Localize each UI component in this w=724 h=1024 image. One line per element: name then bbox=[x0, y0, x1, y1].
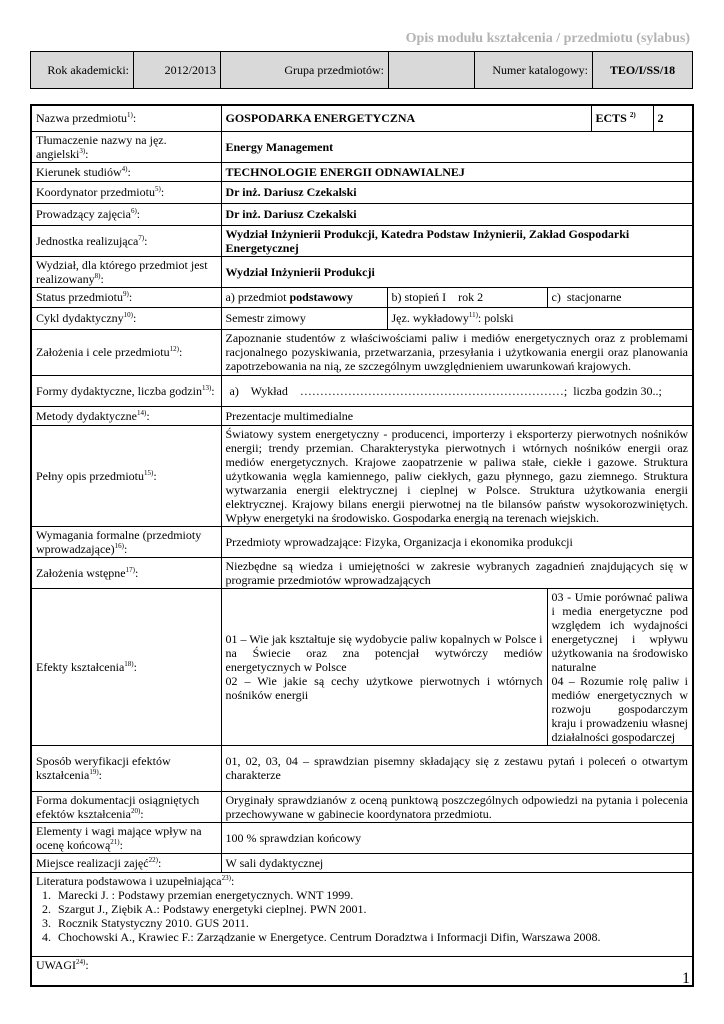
location-label: Miejsce realizacji zajęć$^{22)}$: bbox=[31, 853, 221, 872]
field-label: Kierunek studiów$^{4)}$: bbox=[31, 162, 221, 181]
catalog-number-value: TEO/I/SS/18 bbox=[593, 52, 693, 89]
location-value: W sali dydaktycznej bbox=[221, 853, 693, 872]
row-forms bbox=[31, 375, 693, 406]
status-mode: c) stacjonarne bbox=[547, 287, 693, 307]
forms-value: a) Wykład …………………………………………………………; liczba godzin 30..; bbox=[221, 375, 693, 406]
requirements-label: Wymagania formalne (przedmioty wprowadzające)$^{16)}$: bbox=[31, 526, 221, 557]
status-type: a) przedmiot podstawowy bbox=[221, 287, 387, 307]
documentation-label: Forma dokumentacji osiągniętych efektów kształcenia$^{20)}$: bbox=[31, 791, 221, 822]
academic-year-value: 2012/2013 bbox=[134, 52, 221, 89]
cycle-label: Cykl dydaktyczny$^{10)}$: bbox=[31, 307, 221, 329]
literature-item: 1. Marecki J. : Podstawy przemian energetycznych. WNT 1999. bbox=[54, 888, 688, 902]
row-full-description bbox=[31, 425, 693, 526]
row-cycle bbox=[31, 307, 693, 329]
verification-label: Sposób weryfikacji efektów kształcenia$^{19)}$: bbox=[31, 745, 221, 791]
literature-label: Literatura podstawowa i uzupełniająca$^{23)}$: bbox=[36, 873, 235, 888]
prerequisites-value: Niezbędne są wiedza i umiejętności w zakresie wybranych zagadnień znajdujących się w programie przedmiotów wprowadzających bbox=[221, 557, 693, 588]
verification-value: 01, 02, 03, 04 – sprawdzian pisemny składający się z zestawu pytań i poleceń o otwartym charakterze bbox=[221, 745, 693, 791]
translation-value: Energy Management bbox=[221, 131, 693, 162]
row-prerequisites bbox=[31, 557, 693, 588]
status-label: Status przedmiotu$^{9)}$: bbox=[31, 287, 221, 307]
course-group-value bbox=[389, 52, 475, 89]
outcomes-right: 03 - Umie porównać paliwa i media energetyczne pod względem ich wydajności energetycznej i wpływu użytkowania na środowisko naturalne 04 – Rozumie rolę paliw i mediów energetycznych w rozwoju gospodarczym kraju i prowadzeniu własnej działalności gospodarczej bbox=[547, 588, 693, 745]
grading-value: 100 % sprawdzian końcowy bbox=[221, 822, 693, 853]
row-verification bbox=[31, 745, 693, 791]
methods-value: Prezentacje multimedialne bbox=[221, 406, 693, 425]
row-faculty bbox=[31, 256, 693, 287]
documentation-value: Oryginały sprawdzianów z oceną punktową poszczególnych odpowiedzi na pytania i polecenia przechowywane w gabinecie koordynatora przedmiotu. bbox=[221, 791, 693, 822]
literature-item: 2. Szargut J., Ziębik A.: Podstawy energetyki cieplnej. PWN 2001. bbox=[54, 902, 688, 916]
course-name-value: GOSPODARKA ENERGETYCZNA bbox=[221, 105, 591, 131]
prerequisites-label: Założenia wstępne$^{17)}$: bbox=[31, 557, 221, 588]
ects-label: ECTS $^{2)}$ bbox=[591, 105, 653, 131]
translation-label: Tłumaczenie nazwy na jęz. angielski$^{3)}$: bbox=[31, 131, 221, 162]
row-unit bbox=[31, 225, 693, 256]
language-value: Jęz. wykładowy$^{11)}$: polski bbox=[387, 307, 693, 329]
row-grading bbox=[31, 822, 693, 853]
objectives-label: Założenia i cele przedmiotu$^{12)}$: bbox=[31, 329, 221, 375]
description-value: Światowy system energetyczny - producenci, importerzy i eksporterzy pierwotnych nośników energii; trendy przemian. Charakterystyka pierwotnych i wtórnych nośników energii oraz mediów energetycznych. Krajowe zaopatrzenie w paliwa stałe, ciekłe i gazowe. Struktura użytkowania węgla kamiennego, paliw ciekłych, gazu płynnego, gazu ziemnego. Struktura wytwarzania energii elektrycznej i cieplnej w Polsce. Struktura użytkowania energii elektrycznej. Krajowy bilans energii pierwotnej na tle bilansów państw wysokorozwiniętych. Wpływ energetyki na środowisko. Gospodarka energią na terenach wiejskich. bbox=[221, 425, 693, 526]
literature-item: 3. Rocznik Statystyczny 2010. GUS 2011. bbox=[54, 916, 688, 930]
course-group-label: Grupa przedmiotów: bbox=[221, 52, 389, 89]
ects-value: 2 bbox=[653, 105, 693, 131]
faculty-label: Wydział, dla którego przedmiot jest realizowany$^{8)}$: bbox=[31, 256, 221, 287]
lecturer-label: Prowadzący zajęcia$^{6)}$: bbox=[31, 203, 221, 225]
status-level: b) stopień I rok 2 bbox=[387, 287, 547, 307]
requirements-value: Przedmioty wprowadzające: Fizyka, Organizacja i ekonomika produkcji bbox=[221, 526, 693, 557]
page-number: 1 bbox=[682, 970, 690, 987]
unit-value: Wydział Inżynierii Produkcji, Katedra Podstaw Inżynierii, Zakład Gospodarki Energetycznej bbox=[221, 225, 693, 256]
methods-label: Metody dydaktyczne$^{14)}$: bbox=[31, 406, 221, 425]
course-name-label: Nazwa przedmiotu$^{1)}$: bbox=[31, 105, 221, 131]
row-objectives bbox=[31, 329, 693, 375]
notes-cell bbox=[31, 956, 693, 986]
syllabus-table bbox=[30, 104, 694, 987]
row-translation bbox=[31, 131, 693, 162]
lecturer-value: Dr inż. Dariusz Czekalski bbox=[221, 203, 693, 225]
objectives-value: Zapoznanie studentów z właściwościami paliw i mediów energetycznych oraz z problemami racjonalnego pozyskiwania, przetwarzania, przesyłania i użytkowania energii oraz planowania zapotrzebowania na nią, ze szczególnym uwzględnieniem uwarunkowań krajowych. bbox=[221, 329, 693, 375]
row-methods bbox=[31, 406, 693, 425]
faculty-value: Wydział Inżynierii Produkcji bbox=[221, 256, 693, 287]
academic-year-label: Rok akademicki: bbox=[31, 52, 134, 89]
row-notes bbox=[31, 956, 693, 986]
header-table bbox=[30, 51, 693, 89]
row-status bbox=[31, 287, 693, 307]
row-requirements bbox=[31, 526, 693, 557]
row-learning-outcomes bbox=[31, 588, 693, 745]
literature-item: 4. Chochowski A., Krawiec F.: Zarządzanie w Energetyce. Centrum Doradztwa i Informacji Difin, Warszawa 2008. bbox=[54, 930, 688, 944]
grading-label: Elementy i wagi mające wpływ na ocenę końcową$^{21)}$: bbox=[31, 822, 221, 853]
row-course-name bbox=[31, 105, 693, 131]
catalog-number-label: Numer katalogowy: bbox=[475, 52, 593, 89]
row-coordinator bbox=[31, 181, 693, 203]
unit-label: Jednostka realizująca$^{7)}$: bbox=[31, 225, 221, 256]
notes-label: UWAGI$^{24)}$: bbox=[36, 957, 89, 972]
outcomes-left: 01 – Wie jak kształtuje się wydobycie paliw kopalnych w Polsce i na Świecie oraz zna potencjał wytwórczy mediów energetycznych w Polsce 02 – Wie jakie są cechy użytkowe pierwotnych i wtórnych nośników energii bbox=[221, 588, 547, 745]
description-label: Pełny opis przedmiotu$^{15)}$: bbox=[31, 425, 221, 526]
document-title: Opis modułu kształcenia / przedmiotu (sylabus) bbox=[405, 31, 690, 46]
row-documentation bbox=[31, 791, 693, 822]
coordinator-label: Koordynator przedmiotu$^{5)}$: bbox=[31, 181, 221, 203]
cycle-value: Semestr zimowy bbox=[221, 307, 387, 329]
literature-cell bbox=[31, 872, 693, 956]
field-value: TECHNOLOGIE ENERGII ODNAWIALNEJ bbox=[221, 162, 693, 181]
outcomes-label: Efekty kształcenia$^{18)}$: bbox=[31, 588, 221, 745]
forms-label: Formy dydaktyczne, liczba godzin$^{13)}$: bbox=[31, 375, 221, 406]
row-field-of-study bbox=[31, 162, 693, 181]
row-location bbox=[31, 853, 693, 872]
literature-list bbox=[36, 888, 688, 944]
coordinator-value: Dr inż. Dariusz Czekalski bbox=[221, 181, 693, 203]
row-literature bbox=[31, 872, 693, 956]
row-lecturer bbox=[31, 203, 693, 225]
